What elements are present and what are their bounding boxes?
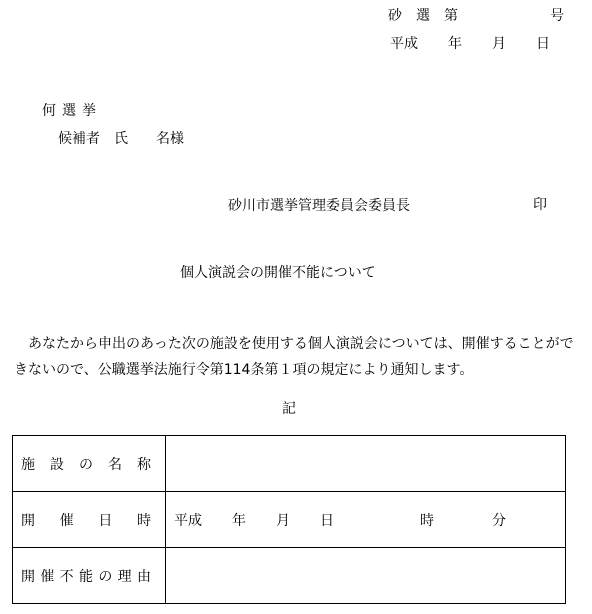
facility-name-label [21,454,151,474]
candidate-name-suffix: 名様 [156,131,184,147]
document-subject: 個人演説会の開催不能について [180,265,376,281]
label-char: 開 [21,512,35,529]
facility-name-value-cell[interactable] [166,436,566,492]
label-char: 理 [117,568,132,585]
datetime-hour-label: 時 [420,512,434,529]
label-char: 開 [21,568,35,585]
date-month-label: 月 [492,36,506,52]
detail-table [12,435,566,604]
date-day-label: 日 [536,36,550,52]
date-era: 平成 [390,36,418,52]
datetime-value-cell[interactable] [166,492,566,548]
datetime-year-label: 年 [232,512,246,529]
label-char: 不 [59,568,74,585]
addressee-election: 何選挙 [42,103,102,119]
ki-heading: 記 [282,401,296,417]
issue-date-line [390,35,550,53]
label-char: 日 [98,512,113,529]
notice-body: あなたから申出のあった次の施設を使用する個人演説会については、開催することができないので、公職選挙法施行令第114条第１項の規定により通知します。 [14,336,574,378]
table-row-datetime [13,492,566,548]
datetime-label-cell [13,492,166,548]
candidate-label: 候補者 [58,131,100,147]
date-year-label: 年 [448,36,462,52]
label-char: 由 [136,568,151,585]
datetime-label [21,510,151,530]
reason-label-cell [13,548,166,604]
label-char: の [79,456,93,473]
label-char: 能 [78,568,93,585]
table-row-facility-name [13,436,566,492]
datetime-era: 平成 [174,512,202,529]
document-number-suffix: 号 [550,8,564,24]
label-char: 施 [21,456,35,473]
reason-label [21,566,151,586]
reason-value-cell[interactable] [166,548,566,604]
sender-title: 砂川市選挙管理委員会委員長 [228,198,410,214]
document-number-prefix: 砂 選 第 [388,8,458,24]
document-number-line [388,7,564,25]
datetime-day-label: 日 [320,512,334,529]
label-char: 時 [136,512,151,529]
candidate-name-label: 氏 [114,131,128,147]
label-char: 名 [108,456,122,473]
label-char: 称 [137,456,151,473]
datetime-month-label: 月 [276,512,290,529]
label-char: の [98,568,113,585]
seal-mark: 印 [533,197,547,213]
label-char: 設 [50,456,64,473]
datetime-minute-label: 分 [492,512,506,529]
facility-name-label-cell [13,436,166,492]
table-row-reason [13,548,566,604]
addressee-candidate-line [58,130,184,148]
label-char: 催 [59,512,74,529]
label-char: 催 [40,568,55,585]
